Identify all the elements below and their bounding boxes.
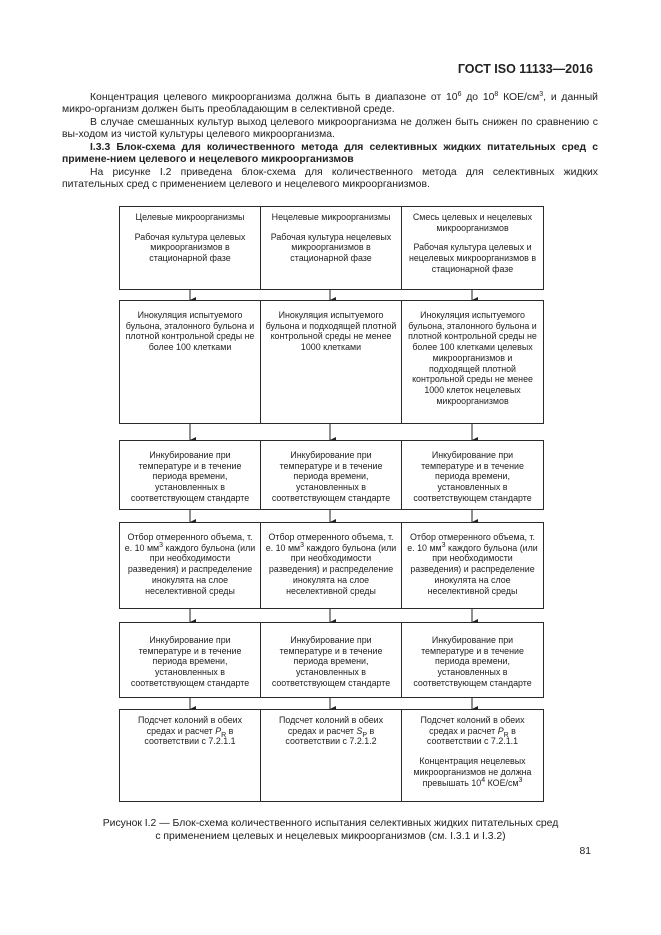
- box-count-mixed: Подсчет колоний в обеих средах и расчет $P_R$ в соответствии с 7.2.1.1 Концентрация нецелевых микроорганизмов не должна превышать $10^4$ КОЕ/$см^3$: [401, 709, 544, 802]
- page-number: 81: [579, 846, 591, 857]
- box-incubation-5: Инкубирование при температуре и в течение периода времени, установленных в соответствующем стандарте: [260, 622, 402, 698]
- figure-caption: Рисунок I.2 — Блок-схема количественного испытания селективных жидких питательных сред с применением целевых и нецелевых микроорганизмов (см. I.3.1 и I.3.2): [102, 818, 559, 842]
- box-target-culture: Целевые микроорганизмы Рабочая культура целевых микроорганизмов в стационарной фазе: [119, 206, 261, 290]
- document-header: ГОСТ ISO 11133—2016: [457, 62, 593, 76]
- box-incubation-4: Инкубирование при температуре и в течение периода времени, установленных в соответствующем стандарте: [119, 622, 261, 698]
- box-incubation-3: Инкубирование при температуре и в течение периода времени, установленных в соответствующем стандарте: [401, 440, 544, 510]
- box-sampling-3: Отбор отмеренного объема, т. е. 10 $мм^3$ каждого бульона (или при необходимости разведения) и распределение инокулята на слое неселективной среды: [401, 522, 544, 609]
- box-count-target: Подсчет колоний в обеих средах и расчет $P_R$ в соответствии с 7.2.1.1: [119, 709, 261, 802]
- box-nontarget-culture: Нецелевые микроорганизмы Рабочая культура нецелевых микроорганизмов в стационарной фазе: [260, 206, 402, 290]
- paragraph-concentration: Концентрация целевого микроорганизма должна быть в диапазоне от $10^6$ до $10^8$ КОЕ/$см^3$, и данный микро-организм должен быть преобладающим в селективной среде.: [62, 91, 598, 116]
- box-mixed-culture: Смесь целевых и нецелевых микроорганизмов Рабочая культура целевых и нецелевых микроорганизмов в стационарной фазе: [401, 206, 544, 290]
- box-inoculation-nontarget: Инокуляция испытуемого бульона и подходящей плотной контрольной среды не менее 1000 клетками: [260, 300, 402, 424]
- box-sampling-1: Отбор отмеренного объема, т. е. 10 $мм^3$ каждого бульона (или при необходимости разведения) и распределение инокулята на слое неселективной среды: [119, 522, 261, 609]
- box-incubation-6: Инкубирование при температуре и в течение периода времени, установленных в соответствующем стандарте: [401, 622, 544, 698]
- box-inoculation-mixed: Инокуляция испытуемого бульона, эталонного бульона и плотной контрольной среды не более 100 клетками целевых микроорганизмов и подходящей плотной контрольной среды не менее 1000 клеток нецелевых микроорганизмов: [401, 300, 544, 424]
- nontarget-limit-note: Концентрация нецелевых микроорганизмов не должна превышать $10^4$ КОЕ/$см^3$: [413, 756, 532, 788]
- box-inoculation-target: Инокуляция испытуемого бульона, эталонного бульона и плотной контрольной среды не более 100 клетками: [119, 300, 261, 424]
- box-sampling-2: Отбор отмеренного объема, т. е. 10 $мм^3$ каждого бульона (или при необходимости разведения) и распределение инокулята на слое неселективной среды: [260, 522, 402, 609]
- paragraph-mixed-cultures: В случае смешанных культур выход целевого микроорганизма не должен быть снижен по сравнению с вы-ходом из чистой культуры целевого микроорганизма.: [62, 117, 598, 141]
- box-incubation-1: Инкубирование при температуре и в течение периода времени, установленных в соответствующем стандарте: [119, 440, 261, 510]
- paragraph-figure-reference: На рисунке I.2 приведена блок-схема для количественного метода для селективных жидких питательных сред с применением целевого и нецелевого микроорганизмов.: [62, 167, 598, 191]
- section-heading: I.3.3 Блок-схема для количественного метода для селективных жидких питательных сред с примене-нием целевого и нецелевого микроорганизмов: [62, 142, 598, 166]
- box-incubation-2: Инкубирование при температуре и в течение периода времени, установленных в соответствующем стандарте: [260, 440, 402, 510]
- box-count-nontarget: Подсчет колоний в обеих средах и расчет $S_P$ в соответствии с 7.2.1.2: [260, 709, 402, 802]
